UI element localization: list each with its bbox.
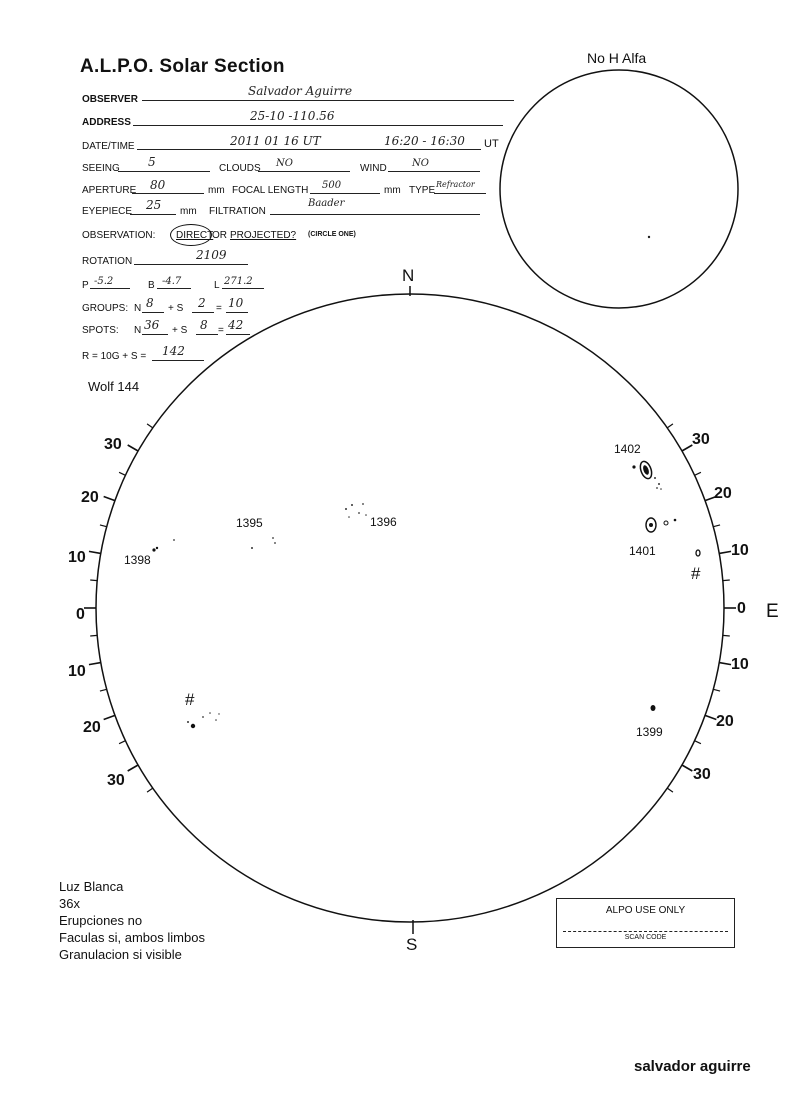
halpha-label: No H Alfa	[587, 50, 647, 66]
latitude-tick	[90, 580, 97, 581]
b-value: -4.7	[162, 276, 182, 287]
p-label: P	[82, 280, 89, 291]
latitude-tick	[90, 635, 97, 636]
wind-value: NO	[412, 158, 429, 169]
latitude-tick	[682, 445, 692, 451]
observer-label: OBSERVER	[82, 94, 138, 105]
group-1399-label: 1399	[636, 725, 663, 739]
latitude-tick	[719, 551, 731, 553]
latitude-tick	[723, 635, 730, 636]
clouds-value: NO	[276, 158, 293, 169]
group-1399-spots	[651, 705, 656, 711]
focal-value: 500	[322, 180, 342, 191]
l-label: L	[214, 280, 220, 291]
right-lat-20-s: 20	[716, 713, 734, 730]
left-lat-30-n: 30	[104, 436, 122, 453]
latitude-tick	[119, 472, 125, 475]
form-title: A.L.P.O. Solar Section	[80, 56, 285, 77]
left-lat-10-n: 10	[68, 549, 86, 566]
groups-label: GROUPS:	[82, 303, 129, 314]
clouds-label: CLOUDS	[219, 163, 261, 174]
observation-notes	[59, 878, 205, 963]
datetime-label: DATE/TIME	[82, 141, 135, 152]
r-value: 142	[162, 344, 185, 358]
note-line: Luz Blanca	[59, 879, 124, 894]
hash-mark-east: #	[691, 564, 701, 583]
right-lat-10-n: 10	[731, 542, 749, 559]
right-lat-30-s: 30	[693, 766, 711, 783]
rotation-value: 2109	[196, 248, 227, 262]
mm-label-1: mm	[208, 185, 225, 196]
filtration-value: Baader	[308, 198, 345, 209]
spots-s-value: 8	[200, 318, 208, 332]
right-lat-0: 0	[737, 600, 746, 617]
latitude-tick	[719, 663, 731, 665]
latitude-tick	[695, 472, 701, 475]
groups-total-value: 10	[228, 296, 244, 310]
group-1395-spots	[251, 537, 276, 549]
group-1395-label: 1395	[236, 516, 263, 530]
wind-label: WIND	[360, 163, 387, 174]
ut-label: UT	[484, 138, 499, 150]
left-lat-20-s: 20	[83, 719, 101, 736]
spots-total-value: 42	[228, 318, 244, 332]
latitude-tick	[667, 424, 673, 428]
spots-n-value: 36	[144, 318, 160, 332]
time-value: 16:20 - 16:30	[384, 134, 465, 148]
latitude-tick	[147, 424, 153, 428]
spots-equals: =	[218, 325, 224, 336]
groups-n-value: 8	[146, 296, 154, 310]
east-label: E	[766, 601, 779, 622]
note-line: 36x	[59, 896, 80, 911]
rotation-label: ROTATION	[82, 256, 133, 267]
spots-n-label: N	[134, 325, 142, 336]
latitude-tick	[713, 689, 720, 691]
mm-label-3: mm	[180, 206, 197, 217]
eyepiece-label: EYEPIECE	[82, 206, 133, 217]
filtration-label: FILTRATION	[209, 206, 266, 217]
aperture-value: 80	[150, 178, 166, 192]
b-label: B	[148, 280, 155, 291]
right-lat-10-s: 10	[731, 656, 749, 673]
solar-limb	[96, 294, 724, 922]
right-lat-30-n: 30	[692, 431, 710, 448]
latitude-tick	[104, 715, 115, 719]
l-value: 271.2	[224, 276, 253, 287]
latitude-tick	[119, 741, 125, 744]
latitude-tick	[89, 551, 101, 553]
group-1402-label: 1402	[614, 442, 641, 456]
north-label: N	[402, 266, 415, 285]
seeing-label: SEEING	[82, 163, 120, 174]
alpo-use-only-label: ALPO USE ONLY	[605, 905, 686, 916]
address-label: ADDRESS	[82, 117, 131, 128]
circle-one-label: (CIRCLE ONE)	[308, 231, 356, 238]
spots-s-label: + S	[172, 325, 188, 336]
left-lat-20-n: 20	[81, 489, 99, 506]
latitude-tick	[128, 445, 138, 451]
group-1402-spots	[632, 460, 661, 490]
alpo-use-only-box	[556, 898, 735, 948]
latitude-tick	[128, 765, 138, 771]
or-label: OR	[212, 230, 227, 241]
left-lat-0: 0	[76, 606, 85, 623]
groups-equals: =	[216, 303, 222, 314]
group-1401-label: 1401	[629, 544, 656, 558]
latitude-tick	[147, 788, 153, 792]
latitude-tick	[705, 715, 716, 719]
observer-value: Salvador Aguirre	[248, 84, 353, 98]
note-line: Erupciones no	[59, 913, 143, 928]
latitude-tick	[100, 525, 107, 527]
focal-label: FOCAL LENGTH	[232, 185, 309, 196]
eyepiece-value: 25	[146, 198, 162, 212]
south-label: S	[406, 935, 418, 954]
type-value: Refractor	[436, 180, 475, 189]
p-value: -5.2	[94, 276, 114, 287]
spots-label: SPOTS:	[82, 325, 119, 336]
latitude-tick	[695, 741, 701, 744]
left-lat-10-s: 10	[68, 663, 86, 680]
type-label: TYPE	[409, 185, 436, 196]
observation-label: OBSERVATION:	[82, 230, 156, 241]
left-lat-30-s: 30	[107, 772, 125, 789]
note-line: Granulacion si visible	[59, 947, 182, 962]
groups-s-value: 2	[198, 296, 206, 310]
group-1396-label: 1396	[370, 515, 397, 529]
projected-label: PROJECTED?	[230, 230, 297, 241]
southern-group-spots	[187, 712, 220, 728]
latitude-tick	[723, 580, 730, 581]
scan-code-line	[563, 931, 728, 932]
latitude-tick	[104, 497, 115, 501]
latitude-tick	[100, 689, 107, 691]
wolf-number: Wolf 144	[88, 379, 140, 394]
latitude-tick	[682, 765, 692, 771]
aperture-label: APERTURE	[82, 185, 137, 196]
r-label: R = 10G + S =	[82, 351, 147, 362]
seeing-value: 5	[148, 155, 156, 169]
mm-label-2: mm	[384, 185, 401, 196]
group-1396-spots	[345, 503, 367, 518]
latitude-tick	[713, 525, 720, 527]
direct-label: DIRECT	[176, 230, 214, 241]
right-lat-20-n: 20	[714, 485, 732, 502]
group-1398-spots	[152, 539, 175, 552]
groups-n-label: N	[134, 303, 142, 314]
signature: salvador aguirre	[634, 1058, 751, 1075]
date-value: 2011 01 16 UT	[230, 134, 321, 148]
group-1398-label: 1398	[124, 553, 151, 567]
note-line: Faculas si, ambos limbos	[59, 930, 205, 945]
latitude-tick	[89, 663, 101, 665]
address-value: 25-10 -110.56	[250, 109, 335, 123]
groups-s-label: + S	[168, 303, 184, 314]
scan-code-label: SCAN CODE	[624, 934, 667, 941]
hash-mark-west: #	[185, 690, 195, 709]
latitude-tick	[667, 788, 673, 792]
